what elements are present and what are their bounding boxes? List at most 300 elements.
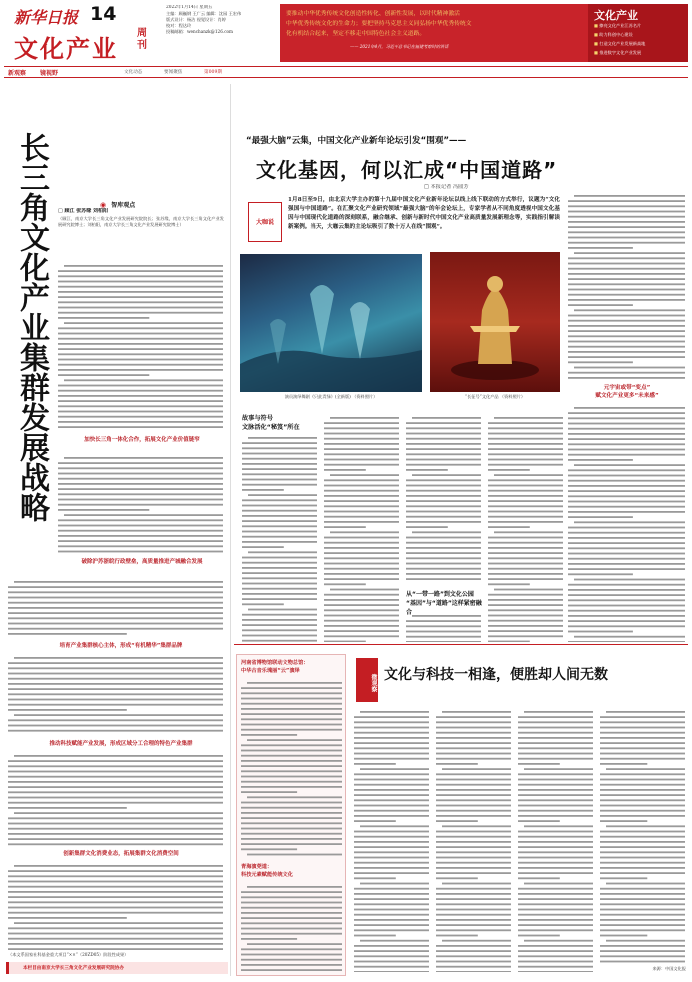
- text-line: [600, 831, 685, 833]
- text-line: [436, 794, 511, 796]
- text-line: [488, 604, 563, 606]
- text-line: [354, 877, 396, 879]
- text-line: [412, 531, 481, 533]
- text-line: [518, 929, 593, 931]
- text-line: [600, 909, 685, 911]
- text-line: [354, 971, 429, 972]
- text-line: [354, 935, 396, 937]
- text-line: [406, 542, 481, 544]
- text-line: [488, 459, 563, 461]
- text-line: [574, 636, 685, 638]
- sub-heading-1: 故事与符号 文脉活化“秘笈”所在: [242, 415, 300, 431]
- kicker: “最强大脑”云集，中国文化产业新年论坛引发“围观”——: [246, 136, 467, 146]
- text-line: [436, 955, 511, 957]
- text-line: [494, 589, 563, 591]
- text-line: [406, 547, 481, 549]
- text-line: [360, 825, 429, 827]
- text-lines: [568, 404, 686, 642]
- text-line: [436, 747, 511, 749]
- text-line: [8, 628, 223, 630]
- text-line: [324, 438, 399, 440]
- text-line: [406, 485, 481, 487]
- text-line: [568, 568, 685, 570]
- text-line: [58, 317, 149, 319]
- text-line: [606, 883, 685, 885]
- text-line: [241, 912, 342, 914]
- slogan-box: [280, 4, 688, 62]
- text-line: [518, 831, 593, 833]
- text-line: [568, 547, 685, 549]
- main-author: □ 本报记者 冯圆芳: [424, 184, 469, 190]
- lower-source: 来源：中国文化报: [652, 966, 686, 971]
- text-line: [324, 443, 399, 445]
- text-line: [436, 737, 511, 739]
- text-line: [568, 527, 685, 529]
- text-line: [436, 716, 511, 718]
- text-line: [518, 898, 593, 900]
- text-line: [436, 903, 511, 905]
- text-line: [330, 417, 399, 419]
- text-line: [406, 521, 481, 523]
- text-line: [568, 516, 633, 518]
- text-line: [354, 857, 429, 859]
- text-line: [14, 714, 223, 716]
- body-text-3: [8, 578, 224, 638]
- text-line: [241, 938, 297, 940]
- text-line: [568, 594, 685, 596]
- text-line: [518, 763, 560, 765]
- text-line: [241, 969, 342, 971]
- text-line: [14, 581, 223, 583]
- text-line: [436, 789, 511, 791]
- text-line: [518, 810, 593, 812]
- caption-right: “长征号”文化产品 （资料照片）: [464, 394, 526, 399]
- text-line: [360, 883, 429, 885]
- text-line: [488, 511, 563, 513]
- text-line: [518, 872, 593, 874]
- text-line: [568, 631, 633, 633]
- text-line: [241, 703, 342, 705]
- text-line: [568, 537, 685, 539]
- text-line: [436, 914, 511, 916]
- text-line: [324, 615, 399, 617]
- text-lines: [488, 414, 564, 642]
- text-line: [406, 459, 481, 461]
- text-line: [58, 405, 223, 407]
- text-line: [568, 589, 685, 591]
- text-line: [58, 411, 223, 413]
- text-line: [568, 273, 685, 275]
- text-line: [568, 506, 685, 508]
- text-line: [58, 525, 223, 527]
- text-line: [247, 739, 342, 741]
- text-line: [568, 221, 685, 223]
- text-line: [488, 485, 563, 487]
- text-line: [488, 505, 563, 507]
- text-line: [242, 468, 317, 470]
- text-line: [8, 927, 223, 929]
- text-line: [241, 755, 342, 757]
- text-line: [324, 557, 399, 559]
- main-title: 文化基因，何以汇成“中国道路”: [256, 158, 558, 182]
- text-line: [242, 473, 317, 475]
- text-line: [494, 474, 563, 476]
- date: 2022年1月14日 星期五: [166, 5, 213, 10]
- text-line: [324, 542, 399, 544]
- text-lines: [8, 862, 224, 950]
- text-line: [241, 843, 342, 845]
- text-line: [600, 836, 685, 838]
- text-line: [442, 768, 511, 770]
- text-line: [600, 955, 685, 957]
- main-col-right-1: [568, 192, 686, 380]
- text-line: [8, 719, 223, 721]
- text-line: [242, 525, 317, 527]
- text-line: [242, 624, 317, 626]
- text-line: [58, 488, 223, 490]
- text-line: [518, 867, 593, 869]
- text-line: [324, 422, 399, 424]
- text-line: [600, 867, 685, 869]
- text-line: [242, 562, 317, 564]
- text-line: [242, 505, 317, 507]
- section-title: 文化产业: [14, 35, 118, 63]
- text-line: [488, 547, 563, 549]
- text-line: [436, 831, 511, 833]
- text-line: [58, 390, 223, 392]
- text-line: [324, 479, 399, 481]
- text-line: [242, 499, 317, 501]
- text-line: [354, 789, 429, 791]
- text-line: [242, 546, 284, 548]
- text-line: [58, 540, 223, 542]
- text-line: [518, 857, 593, 859]
- main-col-3b: [406, 612, 482, 642]
- text-line: [247, 682, 342, 684]
- text-lines: [354, 708, 430, 972]
- text-line: [324, 537, 399, 539]
- text-line: [242, 442, 317, 444]
- text-line: [518, 841, 593, 843]
- text-line: [58, 483, 223, 485]
- layout-line: 版式设计：杨洁 视觉设计：肖婷: [166, 17, 226, 22]
- text-line: [247, 886, 342, 888]
- text-line: [406, 511, 481, 513]
- text-line: [58, 478, 223, 480]
- text-line: [436, 836, 511, 838]
- text-line: [324, 625, 399, 627]
- text-line: [568, 495, 685, 497]
- text-line: [242, 520, 317, 522]
- text-line: [600, 961, 685, 963]
- text-line: [8, 881, 223, 883]
- text-line: [518, 820, 560, 822]
- text-line: [436, 888, 511, 890]
- text-line: [354, 893, 429, 895]
- text-line: [241, 724, 342, 726]
- text-line: [242, 567, 317, 569]
- text-line: [488, 526, 530, 528]
- text-line: [241, 848, 297, 850]
- text-line: [58, 473, 223, 475]
- text-line: [568, 605, 685, 607]
- text-line: [242, 598, 317, 600]
- text-line: [8, 933, 223, 935]
- text-line: [600, 935, 647, 937]
- text-line: [64, 457, 223, 459]
- text-line: [406, 578, 481, 580]
- section-sub: 周刊: [137, 28, 147, 51]
- text-line: [324, 568, 399, 570]
- subhead-4: 推动科技赋能产业发展，形成区域分工合理的特色产业集群: [49, 741, 193, 747]
- text-line: [242, 635, 317, 637]
- text-line: [436, 862, 511, 864]
- text-line: [8, 709, 127, 711]
- text-line: [518, 773, 593, 775]
- text-line: [524, 883, 593, 885]
- sidebar-title: 河南省博物馆联动文物总馆： 中华古音乐瑰丽“云”演绎: [241, 660, 309, 674]
- text-line: [242, 515, 317, 517]
- text-line: [58, 374, 149, 376]
- text-lines: [600, 708, 686, 964]
- text-line: [14, 922, 223, 924]
- proof-line: 校对：程达玲: [166, 23, 192, 28]
- text-line: [324, 604, 399, 606]
- text-line: [354, 779, 429, 781]
- text-line: [354, 716, 429, 718]
- text-line: [58, 395, 223, 397]
- text-line: [354, 966, 429, 968]
- text-line: [568, 553, 685, 555]
- text-line: [600, 805, 685, 807]
- text-line: [14, 755, 223, 757]
- text-line: [406, 552, 481, 554]
- text-line: [524, 768, 593, 770]
- text-line: [58, 509, 149, 511]
- text-line: [568, 485, 685, 487]
- text-line: [600, 763, 647, 765]
- text-line: [436, 841, 511, 843]
- text-line: [442, 711, 511, 713]
- text-line: [606, 825, 685, 827]
- text-line: [58, 421, 223, 423]
- text-line: [242, 458, 317, 460]
- text-line: [8, 938, 223, 940]
- text-line: [241, 708, 342, 710]
- text-line: [354, 862, 429, 864]
- text-line: [242, 541, 317, 543]
- text-line: [436, 846, 511, 848]
- text-line: [406, 631, 481, 633]
- text-line: [600, 919, 685, 921]
- text-line: [436, 727, 511, 729]
- text-lines: [8, 752, 224, 846]
- text-line: [518, 851, 593, 853]
- text-line: [324, 453, 399, 455]
- text-line: [436, 877, 478, 879]
- editor-line: 主编：顾巍钢 王广云 编辑：沈园 王宏伟: [166, 11, 242, 16]
- text-line: [354, 721, 429, 723]
- text-line: [436, 935, 478, 937]
- text-line: [248, 609, 317, 611]
- text-line: [574, 252, 685, 254]
- nav-item-1: 文化动态: [124, 70, 143, 75]
- text-line: [568, 263, 685, 265]
- text-line: [354, 919, 429, 921]
- text-line: [241, 791, 297, 793]
- text-line: [406, 625, 481, 627]
- text-line: [488, 641, 530, 642]
- text-line: [242, 510, 317, 512]
- text-line: [518, 888, 593, 890]
- text-line: [488, 615, 563, 617]
- body-text-4: [8, 654, 224, 736]
- text-line: [324, 547, 399, 549]
- lead-text: 1月8日至9日，由北京大学主办的第十九届中国文化产业新年论坛以线上线下联动的方式举行，议题为“文化强国与中国道路”。在汇聚文化产业研究领域“最强大脑”的年会论坛上，专家学者从不同角度透视中国文化基因与中国现代化道路的深刻联系，融合继承、创新与新时代中国文化产业高质量发展新理念等，实践指引解读新案例。当天，大咖云集的主论坛吸引了数十万人在线“围观”。: [288, 197, 560, 230]
- text-line: [568, 278, 685, 280]
- text-line: [518, 966, 593, 968]
- text-line: [8, 833, 223, 835]
- text-line: [488, 448, 563, 450]
- text-line: [568, 304, 633, 306]
- subhead-2: 破除沪苏浙皖行政壁垒，高质量推进产城融合发展: [81, 559, 203, 565]
- text-line: [436, 763, 478, 765]
- text-line: [568, 501, 685, 503]
- text-line: [324, 578, 399, 580]
- text-line: [436, 971, 511, 972]
- text-line: [58, 348, 223, 350]
- text-line: [568, 372, 685, 374]
- text-line: [568, 599, 685, 601]
- text-line: [242, 479, 317, 481]
- text-line: [241, 692, 342, 694]
- text-line: [518, 794, 593, 796]
- text-line: [518, 914, 593, 916]
- text-line: [600, 810, 685, 812]
- text-line: [568, 454, 685, 456]
- text-line: [8, 896, 223, 898]
- text-line: [242, 463, 317, 465]
- paper-logo: 新华日报: [14, 8, 79, 27]
- text-line: [488, 620, 563, 622]
- text-line: [8, 597, 223, 599]
- text-line: [488, 594, 563, 596]
- text-lines: [568, 192, 686, 380]
- text-line: [600, 857, 685, 859]
- product-photo: [430, 252, 560, 392]
- text-line: [488, 568, 563, 570]
- text-line: [8, 817, 223, 819]
- text-line: [330, 531, 399, 533]
- text-line: [58, 535, 223, 537]
- text-line: [600, 820, 647, 822]
- text-line: [324, 635, 399, 637]
- text-line: [354, 758, 429, 760]
- text-line: [8, 730, 223, 732]
- text-line: [14, 865, 223, 867]
- text-line: [241, 776, 342, 778]
- text-line: [488, 500, 563, 502]
- text-line: [488, 635, 563, 637]
- text-line: [64, 514, 223, 516]
- text-line: [8, 607, 223, 609]
- text-line: [354, 737, 429, 739]
- text-line: [568, 242, 685, 244]
- text-line: [241, 713, 342, 715]
- text-line: [58, 369, 223, 371]
- column-divider: [230, 84, 231, 976]
- text-line: [64, 265, 223, 267]
- text-line: [568, 438, 685, 440]
- text-line: [488, 557, 563, 559]
- text-line: [241, 770, 342, 772]
- text-line: [568, 335, 685, 337]
- text-line: [436, 805, 511, 807]
- slogan-line-2: 中华优秀传统文化的生命力；要把坚持马克思主义同弘扬中华优秀传统文: [286, 21, 472, 27]
- text-line: [568, 620, 685, 622]
- text-line: [488, 630, 563, 632]
- text-line: [241, 907, 342, 909]
- text-line: [406, 526, 448, 528]
- text-line: [436, 961, 511, 963]
- brand-title: 文化产业: [594, 9, 638, 22]
- text-line: [406, 443, 481, 445]
- text-line: [518, 955, 593, 957]
- text-line: [324, 500, 399, 502]
- text-line: [406, 636, 481, 638]
- text-line: [8, 891, 223, 893]
- text-line: [568, 289, 685, 291]
- text-line: [242, 447, 317, 449]
- text-line: [488, 479, 563, 481]
- text-line: [518, 971, 593, 972]
- text-line: [488, 490, 563, 492]
- text-line: [568, 641, 685, 642]
- text-line: [406, 438, 481, 440]
- text-line: [518, 836, 593, 838]
- text-line: [354, 924, 429, 926]
- sub-heading-2: 从“一带一路”到文化公园 “基因”与“道路”这样紧密融合: [406, 591, 482, 616]
- text-line: [324, 505, 399, 507]
- text-line: [518, 784, 593, 786]
- text-line: [58, 270, 223, 272]
- text-line: [568, 490, 685, 492]
- text-line: [58, 416, 223, 418]
- text-line: [600, 815, 685, 817]
- text-line: [600, 903, 685, 905]
- text-line: [568, 299, 685, 301]
- text-line: [354, 888, 429, 890]
- text-line: [324, 448, 399, 450]
- text-line: [600, 789, 685, 791]
- text-line: [518, 877, 560, 879]
- text-line: [8, 776, 223, 778]
- text-line: [241, 838, 342, 840]
- text-line: [518, 945, 593, 947]
- body-text-6: [8, 862, 224, 950]
- lower-col-4: [600, 708, 686, 964]
- text-line: [600, 888, 685, 890]
- text-line: [242, 619, 317, 621]
- lower-badge: [356, 658, 378, 702]
- text-line: [436, 929, 511, 931]
- text-line: [324, 609, 399, 611]
- text-line: [488, 464, 563, 466]
- text-line: [58, 364, 223, 366]
- text-line: [241, 750, 342, 752]
- text-line: [58, 307, 223, 309]
- text-line: [8, 917, 127, 919]
